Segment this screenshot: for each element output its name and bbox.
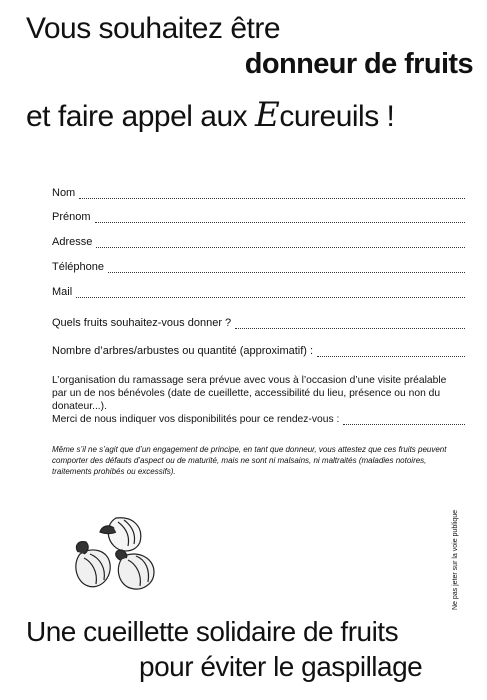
field-quantite-line[interactable] (317, 347, 465, 357)
field-prenom-line[interactable] (95, 213, 465, 223)
field-telephone-line[interactable] (108, 263, 465, 273)
disclaimer-text: Même s’il ne s’agit que d’un engagement de principe, en tant que donneur, vous attestez que ces fruits peuvent comporter des défauts d’aspect ou de maturité, mais ne sont ni malsains, ni maltraités (maladies notoires, traitements prohibés ou excessifs). (52, 445, 447, 476)
field-fruits[interactable] (52, 317, 465, 329)
hazelnuts-icon (70, 514, 170, 594)
headline-line3 (26, 95, 394, 135)
field-quantite[interactable] (52, 345, 465, 357)
headline-line3-rest: cureuils ! (279, 100, 395, 133)
field-nom-line[interactable] (79, 189, 465, 199)
field-mail-label: Mail (52, 286, 73, 298)
side-note: Ne pas jeter sur la voie publique (452, 509, 459, 610)
headline-line3-prefix: et faire appel aux (26, 100, 255, 133)
field-disponibilites-label: Merci de nous indiquer vos disponibilités pour ce rendez-vous : (52, 414, 340, 425)
footer-line2: pour éviter le gaspillage (139, 651, 423, 682)
field-prenom[interactable] (52, 211, 465, 223)
field-adresse-line[interactable] (96, 238, 465, 248)
field-prenom-label: Prénom (52, 211, 91, 223)
field-quantite-label: Nombre d’arbres/arbustes ou quantité (approximatif) : (52, 345, 314, 357)
decorative-initial: E (255, 95, 280, 135)
field-fruits-label: Quels fruits souhaitez-vous donner ? (52, 317, 232, 329)
organisation-paragraph: L’organisation du ramassage sera prévue avec vous à l’occasion d’une visite préalable par un de nos bénévoles (date de cueillette, accessibilité du lieu, présence ou non du donateur...). (52, 375, 447, 412)
field-nom[interactable] (52, 187, 465, 199)
field-disponibilites-line[interactable] (343, 415, 465, 425)
headline-line1: Vous souhaitez être (26, 12, 281, 45)
field-telephone-label: Téléphone (52, 261, 104, 273)
field-mail[interactable] (52, 286, 465, 298)
field-disponibilites[interactable] (52, 414, 465, 425)
field-nom-label: Nom (52, 187, 76, 199)
field-adresse[interactable] (52, 236, 465, 248)
headline-line2: donneur de fruits (244, 48, 473, 80)
field-fruits-line[interactable] (235, 319, 465, 329)
field-mail-line[interactable] (76, 288, 465, 298)
field-adresse-label: Adresse (52, 236, 93, 248)
field-telephone[interactable] (52, 261, 465, 273)
footer-line1: Une cueillette solidaire de fruits (26, 616, 399, 647)
